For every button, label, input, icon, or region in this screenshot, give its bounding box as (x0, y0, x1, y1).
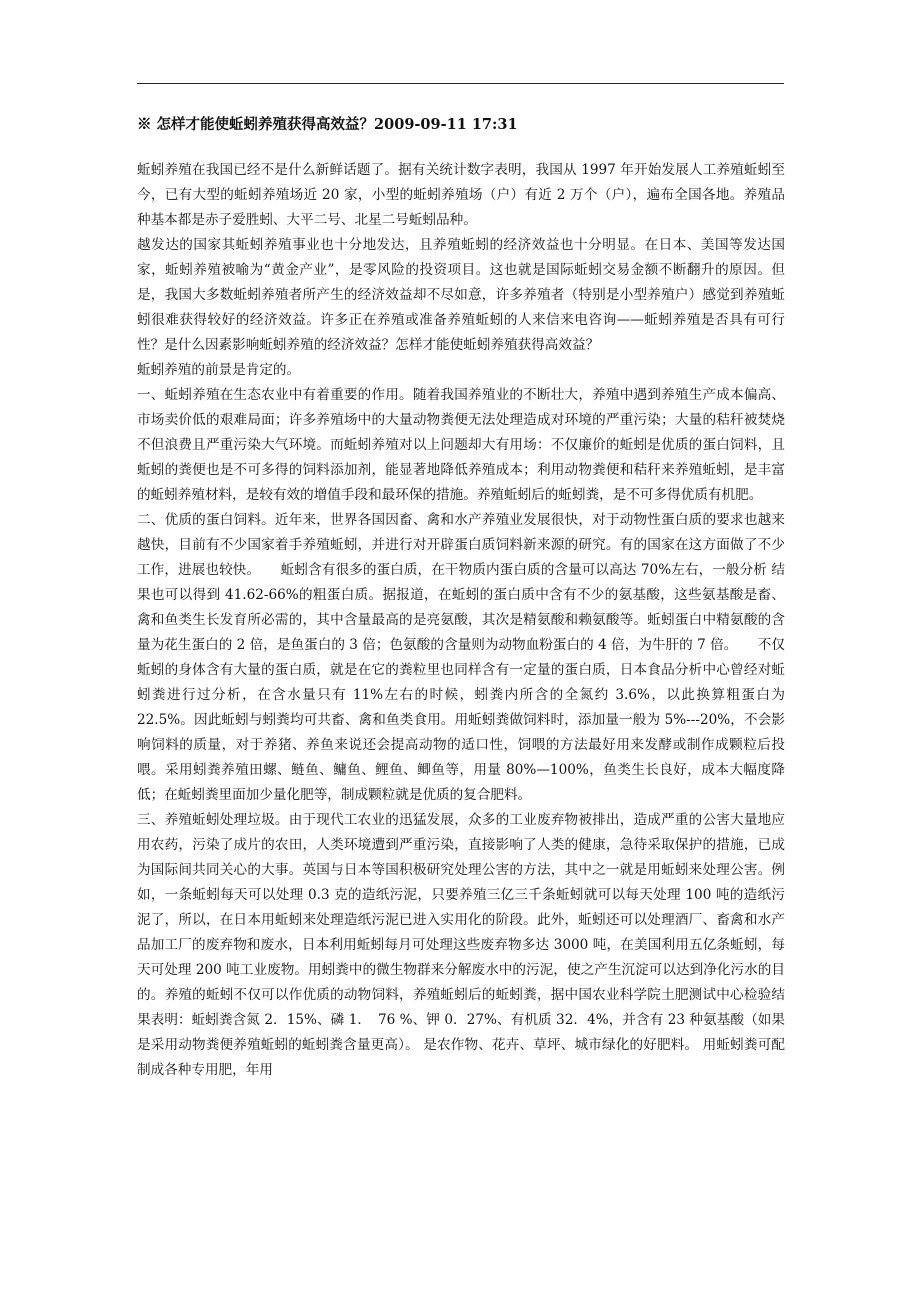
document-title: ※ 怎样才能使蚯蚓养殖获得高效益？2009-09-11 17:31 (137, 116, 518, 133)
paragraph-section-three: 三、养殖蚯蚓处理垃圾。由于现代工农业的迅猛发展，众多的工业废弃物被排出，造成严重的公害大量地应用农药，污染了成片的农田，人类环境遭到严重污染，直接影响了人类的健康，急待采取保护的措施，已成为国际间共同关心的大事。英国与日本等国积极研究处理公害的方法，其中之一就是用蚯蚓来处理公害。例如，一条蚯蚓每天可以处理 0.3 克的造纸污泥，只要养殖三亿三千条蚯蚓就可以每天处理 100 吨的造纸污泥了，所以，在日本用蚯蚓来处理造纸污泥已进入实用化的阶段。此外，蚯蚓还可以处理酒厂、畜禽和水产品加工厂的废弃物和废水，日本利用蚯蚓每月可处理这些废弃物多达 3000 吨，在美国利用五亿条蚯蚓，每天可处理 200 吨工业废物。用蚓粪中的微生物群来分解废水中的污泥，使之产生沉淀可以达到净化污水的目的。养殖的蚯蚓不仅可以作优质的动物饲料，养殖蚯蚓后的蚯蚓粪，据中国农业科学院土肥测试中心检验结果表明：蚯蚓粪含氮 2．15%、磷 1． 76 %、钾 0．27%、有机质 32．4%，并含有 23 种氨基酸（如果是采用动物粪便养殖蚯蚓的蚯蚓粪含量更高）。 是农作物、花卉、草坪、城市绿化的好肥料。 用蚯蚓粪可配制成各种专用肥，年用 (137, 812, 785, 1078)
paragraph-intro: 蚯蚓养殖在我国已经不是什么新鲜话题了。据有关统计数字表明，我国从 1997 年开始发展人工养殖蚯蚓至今，已有大型的蚯蚓养殖场近 20 家，小型的蚯蚓养殖场（户）有近 2 万个（户），遍布全国各地。养殖品种基本都是赤子爱胜蚓、大平二号、北星二号蚯蚓品种。 (137, 162, 785, 228)
paragraph-developed-countries: 越发达的国家其蚯蚓养殖事业也十分地发达，且养殖蚯蚓的经济效益也十分明显。在日本、美国等发达国家，蚯蚓养殖被喻为“黄金产业”，是零风险的投资项目。这也就是国际蚯蚓交易金额不断翻升的原因。但是，我国大多数蚯蚓养殖者所产生的经济效益却不尽如意，许多养殖者（特别是小型养殖户）感觉到养殖蚯蚓很难获得较好的经济效益。许多正在养殖或准备养殖蚯蚓的人来信来电咨询——蚯蚓养殖是否具有可行性？是什么因素影响蚯蚓养殖的经济效益？怎样才能使蚯蚓养殖获得高效益？ (137, 237, 785, 353)
document-body (137, 158, 785, 1083)
paragraph-section-two: 二、优质的蛋白饲料。近年来，世界各国因畜、禽和水产养殖业发展很快，对于动物性蛋白质的要求也越来越快，目前有不少国家着手养殖蚯蚓，并进行对开辟蛋白质饲料新来源的研究。有的国家在这方面做了不少工作，进展也较快。 蚯蚓含有很多的蛋白质，在干物质内蛋白质的含量可以高达 70%左右，一般分析 结果也可以得到 41.62-66%的粗蛋白质。据报道，在蚯蚓的蛋白质中含有不少的氨基酸，这些氨基酸是畜、禽和鱼类生长发育所必需的，其中含量最高的是亮氨酸，其次是精氨酸和赖氨酸等。蚯蚓蛋白中精氨酸的含量为花生蛋白的 2 倍，是鱼蛋白的 3 倍；色氨酸的含量则为动物血粉蛋白的 4 倍，为牛肝的 7 倍。 不仅蚯蚓的身体含有大量的蛋白质，就是在它的粪粒里也同样含有一定量的蛋白质，日本食品分析中心曾经对蚯蚓粪进行过分析，在含水量只有 11%左右的时候，蚓粪内所含的全氮约 3.6%，以此换算粗蛋白为 22.5%。因此蚯蚓与蚓粪均可共畜、禽和鱼类食用。用蚯蚓粪做饲料时，添加量一般为 5%---20%，不会影响饲料的质量，对于养猪、养鱼来说还会提高动物的适口性，饲喂的方法最好用来发酵或制作成颗粒后投喂。采用蚓粪养殖田螺、鲢鱼、鳙鱼、鲤鱼、鲫鱼等，用量 80%—100%，鱼类生长良好，成本大幅度降低；在蚯蚓粪里面加少量化肥等，制成颗粒就是优质的复合肥料。 (137, 512, 785, 803)
paragraph-section-one: 一、蚯蚓养殖在生态农业中有着重要的作用。随着我国养殖业的不断壮大，养殖中遇到养殖生产成本偏高、市场卖价低的艰难局面；许多养殖场中的大量动物粪便无法处理造成对环境的严重污染；大量的秸秆被焚烧不但浪费且严重污染大气环境。而蚯蚓养殖对以上问题却大有用场：不仅廉价的蚯蚓是优质的蛋白饲料，且蚯蚓的粪便也是不可多得的饲料添加剂，能显著地降低养殖成本；利用动物粪便和秸秆来养殖蚯蚓，是丰富的蚯蚓养殖材料，是较有效的增值手段和最环保的措施。养殖蚯蚓后的蚯蚓粪，是不可多得优质有机肥。 (137, 387, 785, 503)
paragraph-prospect: 蚯蚓养殖的前景是肯定的。 (137, 362, 301, 378)
header-rule (137, 83, 784, 84)
